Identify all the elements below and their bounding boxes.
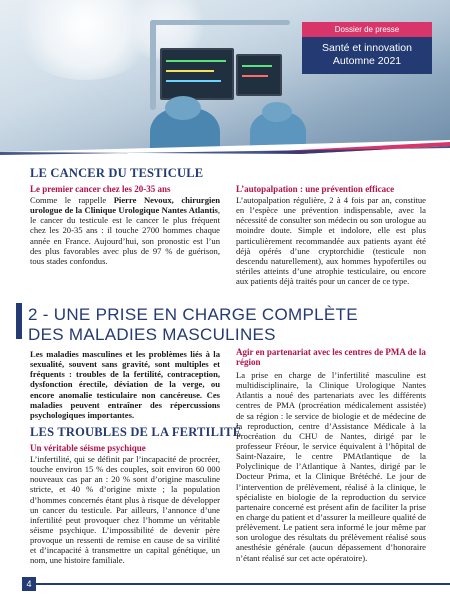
badge-title [302, 37, 432, 74]
section2-title-line1: 2 - UNE PRISE EN CHARGE COMPLÈTE [28, 305, 358, 324]
title-accent-bar [16, 303, 22, 339]
paragraph-testicular-cancer: Comme le rappelle Pierre Nevoux, chirurgien urologue de la Clinique Urologique Nantes Atlantis, le cancer du testicule est le cancer le plus fréquent chez les 20-35 ans : il touche 2700 hommes chaque année en France. Aujourd’hui, son pronostic est l’un des plus favorables avec plus de 97 % de guérison, tous stades confondus. [30, 195, 220, 266]
badge-title-line2: Automne 2021 [332, 55, 402, 68]
subheading-psychic-shock: Un véritable séisme psychique [30, 443, 146, 453]
nurse-cap [262, 102, 292, 122]
medical-monitor-2 [236, 54, 282, 96]
section2-title-line2: DES MALADIES MASCULINES [28, 324, 276, 344]
paragraph-infertility: L’infertilité, qui se définit par l’incapacité de procréer, touche environ 15 % des couples, soit environ 60 000 nouveaux cas par an : 20 % sont d’origine masculine stricte, et 40 % d’origine mixte ; la population d’hommes concernés étant plus à risque de développer un cancer du testicule. Par ailleurs, l’annonce d’une infertilité peut provoquer chez l’homme un véritable séisme psychique. L’impossibilité de devenir père provoque un ressenti de remise en cause de sa virilité et d’incapacité à transmettre un capital génétique, un nom, une histoire familiale. [30, 454, 220, 566]
section2-intro: Les maladies masculines et les problèmes liés à la sexualité, souvent sans gravité, sont multiples et fréquents : troubles de la fertilité, contraception, dysfonction érectile, déviation de la verge, ou encore anomalie testiculaire non cancéreuse. Ces maladies peuvent entraîner des répercussions psychologiques importantes. [30, 349, 220, 420]
subheading-self-palpation: L’autopalpation : une prévention efficace [236, 184, 395, 194]
footer-rule [36, 583, 450, 585]
section-heading-testicular-cancer: LE CANCER DU TESTICULE [30, 166, 204, 180]
press-dossier-badge [302, 22, 432, 74]
section-heading-fertility: LES TROUBLES DE LA FERTILITÉ [30, 425, 242, 439]
paragraph-pma-partnership: La prise en charge de l’infertilité masculine est multidisciplinaire, la Clinique Urologique Nantes Atlantis a noué des partenariats avec les différents centres de PMA (procréation médicalement assistée) de sa région : le service de biologie et de médecine de la reproduction, centre d’Assistance Médicale à la Procréation du CHU de Nantes, dirigé par le professeur Fréour, le service équivalent à l’hôpital de Saint-Nazaire, le centre PMAtlantique de la Polyclinique de l’Atlantique à Nantes, dirigé par le Docteur Prima, et la Clinique Brétéché. Le jour de l’intervention de prélèvement, réalisé à la clinique, le spécialiste en biologie de la reproduction du service partenaire concerné est présent afin de faciliter la prise en charge du patient et d’assurer la meilleure qualité de prélèvement. Le patient sera informé le jour même par son urologue des résultats du prélèvement réalisé sous anesthésie générale (aucun dépassement d’honoraire n’étant réalisé sur cet acte opératoire). [236, 370, 427, 563]
equipment-arm [150, 20, 156, 110]
medical-monitor [160, 48, 234, 100]
equipment-arm-2 [150, 20, 290, 25]
page-number: 4 [22, 577, 36, 591]
badge-title-line1: Santé et innovation [322, 42, 412, 54]
paragraph-self-palpation: L’autopalpation régulière, 2 à 4 fois par an, constitue en l’espèce une prévention indispensable, avec la nécessité de consulter son médecin ou son urologue au moindre doute. Simple et indolore, elle est plus particulièrement recommandée aux patients ayant été déjà opérés d’une cryptorchidie (testicule non descendu naturellement), aux hommes hypofertiles ou stériles atteints d’une atrophie testiculaire, ou encore aux patients déjà traités pour un cancer de ce type. [236, 195, 426, 287]
subheading-pma-partnership: Agir en partenariat avec les centres de PMA de la région [236, 347, 426, 368]
badge-label: Dossier de presse [302, 22, 432, 37]
section2-title [28, 305, 428, 344]
subheading-first-cancer: Le premier cancer chez les 20-35 ans [30, 184, 171, 194]
surgeon-cap [165, 96, 201, 120]
